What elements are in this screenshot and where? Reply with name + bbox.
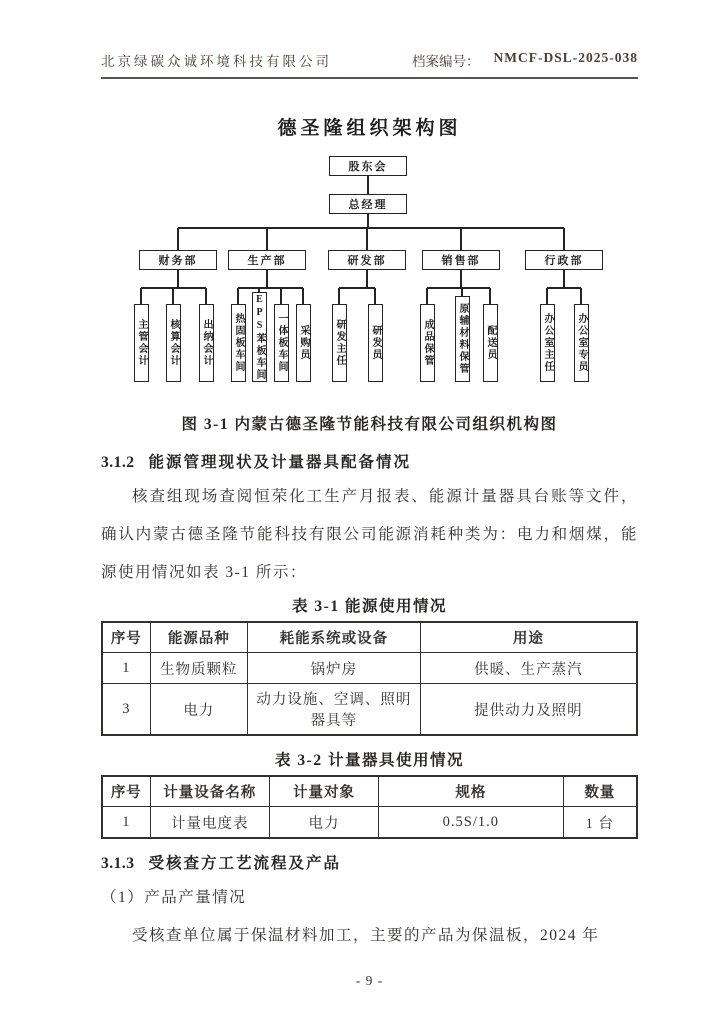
org-box-general-manager: 总经理 (329, 194, 407, 214)
org-connector (302, 288, 304, 304)
column-header: 用途 (420, 622, 637, 653)
org-connector (489, 288, 491, 304)
column-header: 规格 (379, 776, 564, 807)
org-connector (460, 270, 462, 288)
org-connector (563, 270, 565, 288)
org-connector (366, 228, 368, 250)
table-cell: 3 (102, 684, 150, 736)
org-connector (366, 270, 368, 288)
org-child-box: 成品保管 (420, 304, 435, 382)
org-child-box: EPS苯板车间 (252, 292, 267, 382)
org-connector (140, 288, 142, 304)
org-connector (426, 288, 428, 304)
org-connector (546, 288, 548, 304)
org-chart (101, 150, 638, 402)
table-cell: 动力设施、空调、照明器具等 (248, 684, 421, 736)
org-connector (427, 287, 490, 289)
column-header: 能源品种 (150, 622, 247, 653)
table-row (102, 807, 637, 839)
org-connector (367, 214, 369, 228)
archive-number-block (412, 50, 638, 70)
table-cell: 锅炉房 (248, 653, 421, 684)
org-connector (177, 270, 179, 288)
table-cell: 供暖、生产蒸汽 (420, 653, 637, 684)
org-box-shareholders: 股东会 (329, 156, 407, 176)
table1-header-row (102, 622, 637, 653)
table-cell: 电力 (150, 684, 247, 736)
section-title: 受核查方工艺流程及产品 (148, 855, 342, 872)
org-child-box: 原辅材料保管 (455, 296, 470, 382)
org-connector (266, 270, 268, 288)
column-header: 计量设备名称 (150, 776, 269, 807)
table-cell: 1 (102, 653, 150, 684)
table2-title: 表 3-2 计量器具使用情况 (275, 752, 464, 769)
org-child-box: 办公室主任 (540, 304, 555, 382)
org-child-box: 研发员 (368, 304, 383, 382)
table-cell: 1 台 (563, 807, 637, 839)
section-number: 3.1.3 (101, 855, 135, 872)
org-dept-box: 销售部 (422, 250, 500, 270)
org-connector (178, 227, 564, 229)
org-connector (266, 228, 268, 250)
section-title: 能源管理现状及计量器具配备情况 (148, 454, 412, 471)
column-header: 序号 (102, 776, 150, 807)
company-name: 北京绿碳众诚环境科技有限公司 (101, 54, 332, 69)
org-child-box: 研发主任 (332, 304, 347, 382)
org-connector (280, 288, 282, 304)
table-row (102, 684, 637, 736)
table-cell: 0.5S/1.0 (379, 807, 564, 839)
org-chart-title: 德圣隆组织架构图 (277, 118, 462, 139)
column-header: 耗能系统或设备 (248, 622, 421, 653)
table-cell: 计量电度表 (150, 807, 269, 839)
org-dept-box: 行政部 (525, 250, 603, 270)
org-connector (238, 287, 303, 289)
org-child-box: 主管会计 (134, 304, 149, 382)
archive-label: 档案编号： (412, 54, 480, 69)
column-header: 序号 (102, 622, 150, 653)
page-number: - 9 - (355, 973, 384, 988)
org-connector (339, 287, 375, 289)
org-connector (580, 288, 582, 304)
org-connector (461, 288, 463, 296)
table-cell: 1 (102, 807, 150, 839)
org-connector (547, 287, 581, 289)
archive-number: NMCF-DSL-2025-038 (493, 50, 638, 65)
org-child-box: 核算会计 (166, 304, 181, 382)
org-dept-box: 生产部 (228, 250, 306, 270)
org-child-box: 热固板车间 (231, 304, 246, 382)
table1-title: 表 3-1 能源使用情况 (292, 598, 447, 615)
table-cell: 生物质颗粒 (150, 653, 247, 684)
org-connector (374, 288, 376, 304)
org-dept-box: 研发部 (328, 250, 406, 270)
org-connector (205, 288, 207, 304)
table-energy-use (101, 621, 638, 736)
page-header (101, 50, 638, 79)
org-connector (237, 288, 239, 304)
table1-body (102, 653, 637, 736)
org-child-box: 办公室专员 (574, 304, 589, 382)
org-connector (177, 228, 179, 250)
org-connector (338, 288, 340, 304)
figure-caption: 图 3-1 内蒙古德圣隆节能科技有限公司组织机构图 (181, 416, 558, 433)
section-number: 3.1.2 (101, 454, 135, 471)
org-connector (172, 288, 174, 304)
org-connector (367, 176, 369, 194)
section-heading-312 (101, 450, 638, 472)
paragraph-312: 核查组现场查阅恒荣化工生产月报表、能源计量器具台账等文件，确认内蒙古德圣隆节能科技有限公司能源消耗种类为：电力和烟煤，能源使用情况如表 3-1 所示： (101, 488, 638, 581)
org-child-box: 采购员 (296, 304, 311, 382)
org-dept-box: 财务部 (139, 250, 217, 270)
org-connector (460, 228, 462, 250)
org-child-box: 出纳会计 (199, 304, 214, 382)
table-metering-devices (101, 775, 638, 839)
table-cell: 电力 (269, 807, 378, 839)
table-row (102, 653, 637, 684)
org-child-box: 一体板车间 (274, 304, 289, 382)
column-header: 数量 (563, 776, 637, 807)
section-heading-313 (101, 851, 638, 873)
column-header: 计量对象 (269, 776, 378, 807)
table2-body (102, 807, 637, 839)
paragraph-313: 受核查单位属于保温材料加工，主要的产品为保温板，2024 年 (132, 927, 600, 944)
list-item-1: （1）产品产量情况 (101, 889, 247, 906)
org-child-box: 配送员 (483, 304, 498, 382)
table-cell: 提供动力及照明 (420, 684, 637, 736)
org-connector (563, 228, 565, 250)
table2-header-row (102, 776, 637, 807)
